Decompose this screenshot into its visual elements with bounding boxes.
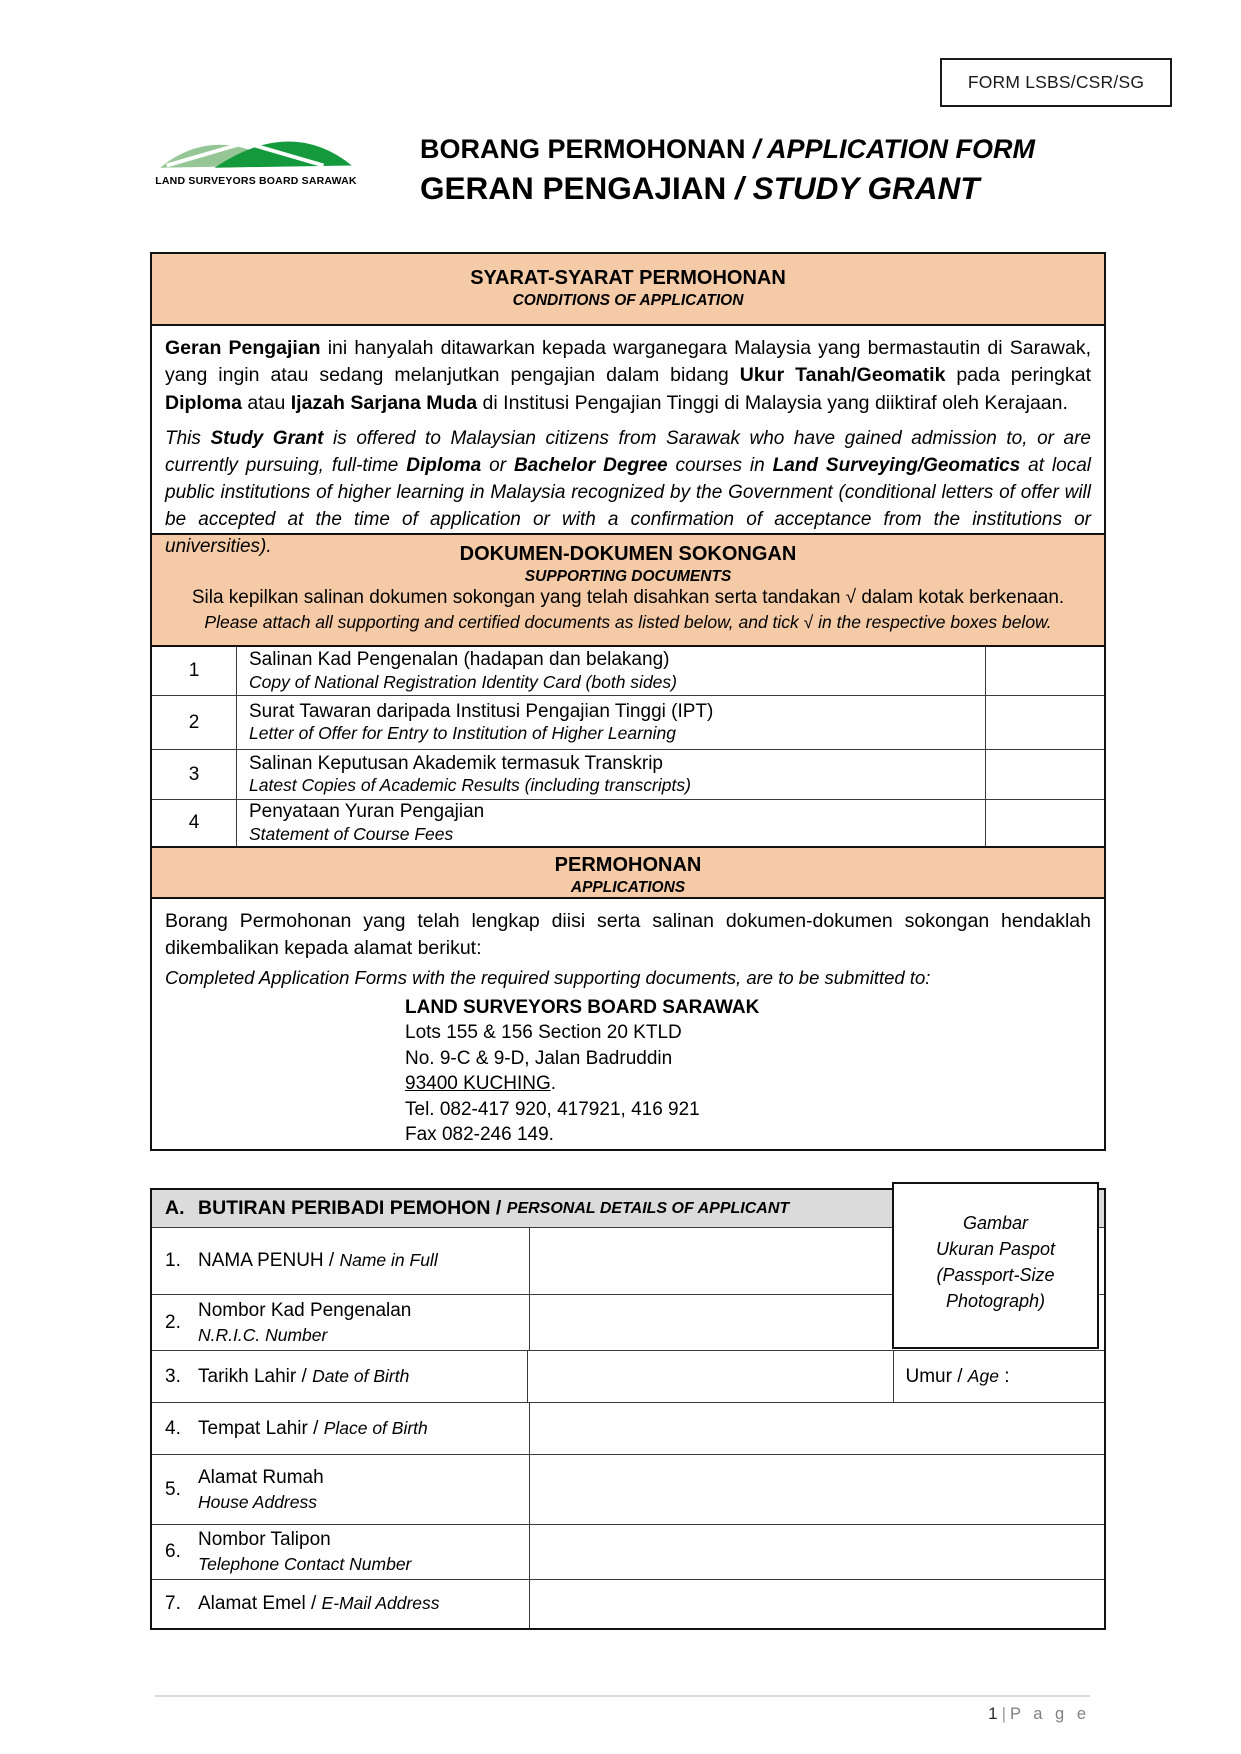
photo-box-line: Ukuran Paspot (935, 1239, 1056, 1259)
documents-instruction-malay: Sila kepilkan salinan dokumen sokongan yang telah disahkan serta tandakan √ dalam kotak berkenaan. (191, 587, 1065, 609)
applications-section (152, 846, 1104, 1149)
documents-instruction-english: Please attach all supporting and certified documents as listed below, and tick √ in the respective boxes below. (204, 612, 1052, 633)
tick-box-4[interactable] (986, 800, 1104, 846)
label-malay: Tempat Lahir (198, 1417, 308, 1439)
conditions-header (152, 254, 1104, 324)
page-footer: 1 | P a g e (988, 1704, 1090, 1723)
form-code-box: FORM LSBS/CSR/SG (940, 58, 1172, 107)
row-nama-penuh: 1. NAMA PENUH / Name in Full (152, 1227, 1104, 1294)
info-table (150, 252, 1106, 1151)
tempat-lahir-field[interactable] (529, 1403, 1104, 1454)
alamat-emel-field[interactable] (529, 1580, 1104, 1628)
label-malay: Nombor Kad Pengenalan (198, 1299, 412, 1321)
row-number: 3. (165, 1365, 181, 1387)
item-number: 3 (188, 763, 200, 785)
alamat-rumah-field[interactable] (529, 1455, 1104, 1524)
umur-age-cell[interactable]: Umur / Age : (893, 1351, 1105, 1402)
row-alamat-emel: 7. Alamat Emel / E-Mail Address (152, 1579, 1104, 1628)
lsbs-logo-icon (158, 122, 354, 172)
logo-caption: LAND SURVEYORS BOARD SARAWAK (155, 175, 357, 187)
conditions-paragraph-english: This Study Grant is offered to Malaysian citizens from Sarawak who have gained admission to, or are currently pursuing, full-time Diploma or Bachelor Degree courses in Land Surveying/Geomatics at local public institutions of higher learning in Malaysia recognized by the Government (conditional letters of offer will be accepted at the time of application or with a confirmation of acceptance from the institutions or universities). (165, 427, 1091, 557)
title1-english: APPLICATION FORM (767, 134, 1036, 164)
document-item-4 (152, 799, 1104, 846)
tick-box-2[interactable] (986, 696, 1104, 749)
title2-malay: GERAN PENGAJIAN (420, 170, 727, 207)
supporting-documents-section (152, 533, 1104, 846)
documents-title-malay: DOKUMEN-DOKUMEN SOKONGAN (459, 543, 797, 565)
section-a-personal-details (150, 1188, 1106, 1630)
section-a-header: A. BUTIRAN PERIBADI PEMOHON / PERSONAL DETAILS OF APPLICANT (152, 1190, 1104, 1227)
label-malay: NAMA PENUH (198, 1250, 324, 1271)
applications-title-english: APPLICATIONS (570, 879, 686, 896)
row-number: 1. (165, 1250, 181, 1271)
row-number: 2. (165, 1311, 181, 1333)
row-number: 4. (165, 1417, 181, 1439)
nombor-talipon-field[interactable] (529, 1525, 1104, 1579)
photo-box-line: Gambar (962, 1213, 1029, 1233)
conditions-title-english: CONDITIONS OF APPLICATION (512, 292, 744, 309)
label-malay: Alamat Rumah (198, 1466, 324, 1488)
address-org-name: LAND SURVEYORS BOARD SARAWAK (405, 996, 760, 1018)
label-english: E-Mail Address (321, 1593, 440, 1613)
row-tarikh-lahir: 3. Tarikh Lahir / Date of Birth Umur / Age : (152, 1350, 1104, 1402)
row-number: 5. (165, 1478, 181, 1500)
item-text-malay: Surat Tawaran daripada Institusi Pengajian Tinggi (IPT) (249, 700, 714, 722)
photo-box-line: Photograph) (945, 1291, 1046, 1311)
page-title (420, 133, 1035, 208)
row-tempat-lahir: 4. Tempat Lahir / Place of Birth (152, 1402, 1104, 1454)
documents-header (152, 535, 1104, 645)
title2-english: STUDY GRANT (752, 170, 980, 207)
age-label-english: Age (967, 1366, 999, 1386)
tick-box-3[interactable] (986, 750, 1104, 799)
age-label-malay: Umur (905, 1365, 952, 1387)
item-text-english: Copy of National Registration Identity Card (both sides) (249, 671, 677, 692)
lsbs-logo (150, 122, 362, 187)
applications-paragraph-malay: Borang Permohonan yang telah lengkap diisi serta salinan dokumen-dokumen sokongan hendaklah dikembalikan kepada alamat berikut: (165, 910, 1091, 959)
label-english: Date of Birth (312, 1365, 410, 1386)
title-line-1: BORANG PERMOHONAN / APPLICATION FORM (420, 134, 1036, 164)
label-malay: Alamat Emel (198, 1593, 306, 1614)
row-number: 7. (165, 1593, 181, 1614)
address-fax: Fax 082-246 149. (405, 1124, 554, 1146)
tarikh-lahir-field[interactable] (527, 1351, 893, 1402)
section-a-title-malay: BUTIRAN PERIBADI PEMOHON (198, 1197, 491, 1219)
page-number: 1 (988, 1704, 998, 1723)
section-a-title-english: PERSONAL DETAILS OF APPLICANT (506, 1199, 790, 1217)
applications-body (152, 897, 1104, 1149)
passport-photo-box[interactable] (892, 1182, 1099, 1349)
label-english: Name in Full (339, 1250, 438, 1270)
row-alamat-rumah (152, 1454, 1104, 1524)
applications-header (152, 846, 1104, 897)
item-number: 1 (188, 660, 200, 681)
address-city: 93400 KUCHING. (405, 1073, 557, 1095)
documents-title-english: SUPPORTING DOCUMENTS (524, 568, 732, 585)
title1-malay: BORANG PERMOHONAN (420, 134, 746, 164)
address-line-1: Lots 155 & 156 Section 20 KTLD (405, 1022, 682, 1044)
item-number: 2 (188, 711, 200, 733)
item-text-english: Statement of Course Fees (249, 823, 454, 844)
tick-box-1[interactable] (986, 647, 1104, 695)
title-line-2: GERAN PENGAJIAN / STUDY GRANT (420, 170, 980, 207)
photo-box-line: (Passport-Size (936, 1265, 1055, 1285)
footer-divider (155, 1695, 1090, 1697)
document-item-3 (152, 749, 1104, 799)
applications-title-malay: PERMOHONAN (554, 854, 702, 876)
document-item-2 (152, 695, 1104, 749)
item-number: 4 (188, 812, 200, 833)
label-english: Place of Birth (323, 1417, 428, 1438)
label-malay: Nombor Talipon (198, 1529, 331, 1551)
conditions-paragraph-malay: Geran Pengajian ini hanyalah ditawarkan kepada warganegara Malaysia yang bermastautin di Sarawak, yang ingin atau sedang melanjutkan pengajian dalam bidang Ukur Tanah/Geomatik pada peringkat Diploma atau Ijazah Sarjana Muda di Institusi Pengajian Tinggi di Malaysia yang diiktiraf oleh Kerajaan. (165, 337, 1092, 414)
page-word: P a g e (1010, 1705, 1090, 1723)
item-text-malay: Salinan Kad Pengenalan (hadapan dan belakang) (249, 649, 670, 671)
conditions-title-malay: SYARAT-SYARAT PERMOHONAN (470, 267, 786, 289)
label-english: N.R.I.C. Number (198, 1324, 328, 1345)
item-text-malay: Penyataan Yuran Pengajian (249, 801, 485, 823)
address-line-2: No. 9-C & 9-D, Jalan Badruddin (405, 1047, 673, 1069)
section-letter: A. (165, 1197, 185, 1219)
document-item-1 (152, 645, 1104, 695)
item-text-malay: Salinan Keputusan Akademik termasuk Transkrip (249, 752, 663, 774)
item-text-english: Letter of Offer for Entry to Institution of Higher Learning (249, 723, 677, 744)
label-english: Telephone Contact Number (198, 1554, 412, 1574)
row-number: 6. (165, 1541, 181, 1562)
applications-paragraph-english: Completed Application Forms with the required supporting documents, are to be submitted to: (165, 966, 931, 988)
submission-address (405, 995, 1091, 1148)
row-nombor-talipon (152, 1524, 1104, 1579)
item-text-english: Latest Copies of Academic Results (including transcripts) (249, 775, 691, 796)
label-english: House Address (198, 1491, 317, 1512)
label-malay: Tarikh Lahir (198, 1365, 297, 1387)
address-telephone: Tel. 082-417 920, 417921, 416 921 (405, 1098, 700, 1120)
